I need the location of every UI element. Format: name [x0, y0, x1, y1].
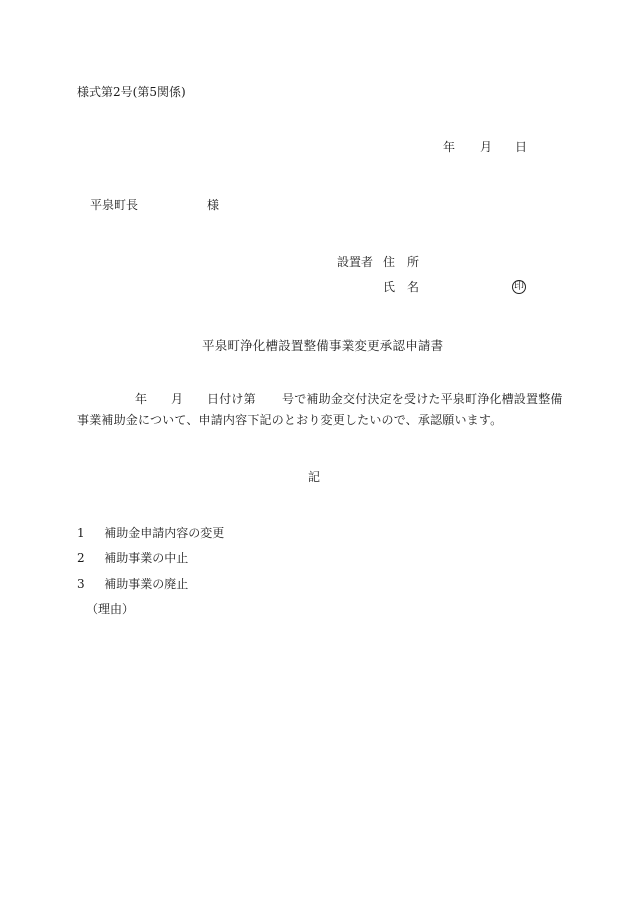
body-month: 月	[171, 392, 184, 406]
body-year: 年	[135, 392, 148, 406]
item-text: 補助事業の廃止	[104, 577, 189, 591]
body-line2: 事業補助金について、申請内容下記のとおり変更したいので、承認願います。	[77, 413, 503, 427]
list-item	[77, 578, 188, 590]
seal-mark	[512, 279, 526, 294]
reason-label: （理由）	[86, 602, 135, 616]
date-month-label: 月	[480, 140, 493, 154]
addressee-honorific: 様	[207, 198, 220, 212]
item-text: 補助事業の中止	[104, 551, 189, 565]
form-number-label: 様式第2号(第5関係)	[77, 85, 186, 99]
ki-heading: 記	[308, 470, 321, 484]
item-number: 3	[77, 577, 85, 591]
body-day-number: 日付け第	[207, 392, 256, 406]
seal-icon: 印	[514, 281, 524, 292]
addressee-name: 平泉町長	[90, 198, 139, 212]
document-title: 平泉町浄化槽設置整備事業変更承認申請書	[202, 338, 444, 353]
applicant-name-label: 氏 名	[383, 280, 420, 294]
body-line1-rest: 号で補助金交付決定を受けた平泉町浄化槽設置整備	[282, 392, 563, 406]
list-item	[77, 527, 224, 539]
list-item	[77, 552, 188, 564]
item-text: 補助金申請内容の変更	[104, 526, 225, 540]
applicant-address-label: 住 所	[383, 255, 420, 269]
date-day-label: 日	[515, 140, 528, 154]
applicant-role-label: 設置者	[337, 255, 374, 269]
date-year-label: 年	[443, 140, 456, 154]
item-number: 2	[77, 551, 85, 565]
item-number: 1	[77, 526, 85, 540]
